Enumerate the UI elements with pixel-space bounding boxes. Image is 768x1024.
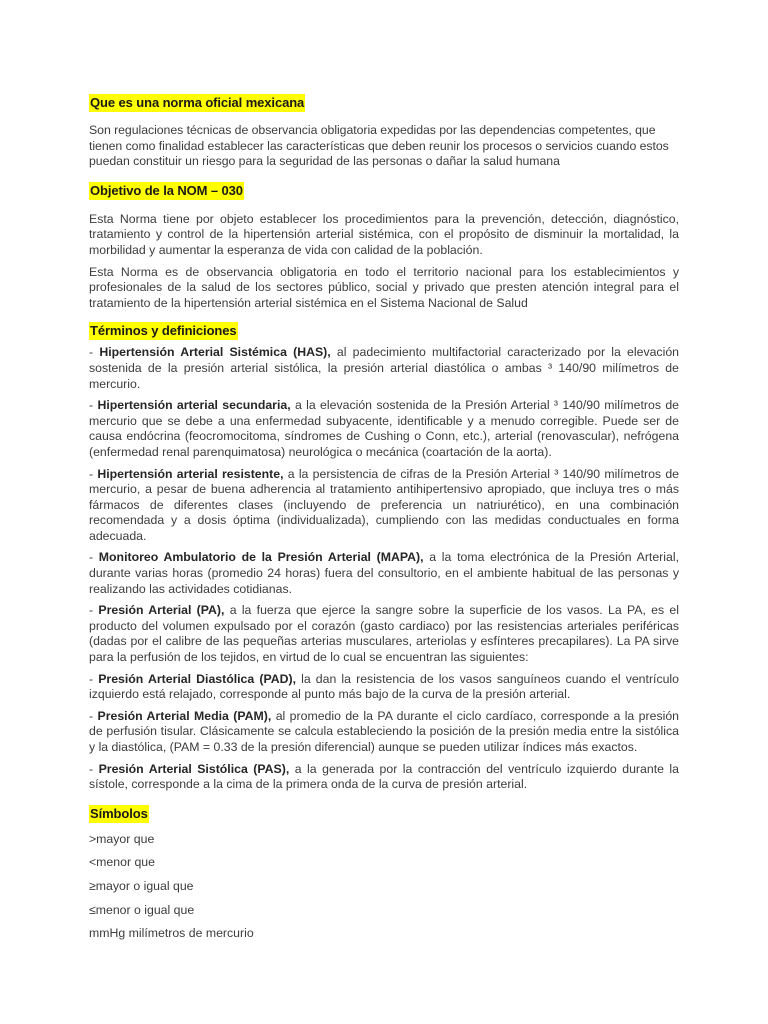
definition-text: al padecimiento multifactorial caracterizado por la elevación sostenida de la presión arterial sistólica, la presión arterial diastólica o ambas ³ 140/90 milímetros de mercurio. [89, 345, 679, 391]
definition-item: - Monitoreo Ambulatorio de la Presión Arterial (MAPA), a la toma electrónica de la Presión Arterial, durante varias horas (promedio 24 horas) fuera del consultorio, en el ambiente habitual de las personas y realizando las actividades cotidianas. [89, 550, 679, 596]
section-heading-objetivo [89, 182, 679, 200]
definition-item: - Presión Arterial (PA), a la fuerza que ejerce la sangre sobre la superficie de los vasos. La PA, es el producto del volumen expulsado por el corazón (gasto cardiaco) por las resistencias arteriales periféricas (dadas por el calibre de las pequeñas arterias musculares, arteriolas y esfínteres precapilares). La PA sirve para la perfusión de los tejidos, en virtud de lo cual se encuentran las siguientes: [89, 603, 679, 665]
definition-term: Hipertensión arterial resistente, [97, 466, 284, 481]
definition-item: - Presión Arterial Sistólica (PAS), a la generada por la contracción del ventrículo izquierdo durante la sístole, corresponde a la cima de la primera onda de la curva de presión arterial. [89, 761, 679, 792]
definition-item: - Hipertensión arterial secundaria, a la elevación sostenida de la Presión Arterial ³ 140/90 milímetros de mercurio que se debe a una enfermedad subyacente, identificable y a menudo corregible. Puede ser de causa endócrina (feocromocitoma, síndromes de Cushing o Conn, etc.), arterial (renovascular), nefrógena (enfermedad renal parenquimatosa) neurológica o mecánica (coartación de la aorta). [89, 398, 679, 459]
paragraph-norma: Son regulaciones técnicas de observancia obligatoria expedidas por las dependencias competentes, que tienen como finalidad establecer las características que deben reunir los procesos o servicios cuando estos puedan constituir un riesgo para la seguridad de las personas o dañar la salud humana [89, 123, 669, 169]
heading-simbolos: Símbolos [90, 805, 148, 821]
definition-text: al promedio de la PA durante el ciclo cardíaco, corresponde a la presión de perfusión tisular. Clásicamente se calcula estableciendo la posición de la presión media entre la sistólica y la diastólica, (PAM = 0.33 de la presión diferencial) aunque se pueden utilizar índices más exactos. [89, 708, 679, 754]
definition-text: a la generada por la contracción del ventrículo izquierdo durante la sístole, corresponde a la cima de la primera onda de la curva de presión arterial. [89, 761, 679, 792]
definition-term: Presión Arterial (PA), [98, 603, 225, 618]
definition-text: a la elevación sostenida de la Presión Arterial ³ 140/90 milímetros de mercurio que se debe a una enfermedad subyacente, identificable y a menudo corregible. Puede ser de causa endócrina (feocromocitoma, síndromes de Cushing o Conn, etc.), arterial (renovascular), nefrógena (enfermedad renal parenquimatosa) neurológica o mecánica (coartación de la aorta). [89, 398, 679, 459]
paragraph-objetivo-2: Esta Norma es de observancia obligatoria en todo el territorio nacional para los establecimientos y profesionales de la salud de los sectores público, social y privado que presten atención integral para el tratamiento de la hipertensión arterial sistémica en el Sistema Nacional de Salud [89, 264, 679, 310]
section-heading-simbolos [89, 805, 679, 823]
section-heading-terminos [89, 322, 679, 340]
heading-terminos: Términos y definiciones [90, 323, 237, 339]
document-page [89, 90, 679, 942]
definitions-list [89, 345, 679, 792]
definition-item: - Hipertensión Arterial Sistémica (HAS), al padecimiento multifactorial caracterizado por la elevación sostenida de la presión arterial sistólica, la presión arterial diastólica o ambas ³ 140/90 milímetros de mercurio. [89, 345, 679, 391]
definition-item: - Presión Arterial Diastólica (PAD), la dan la resistencia de los vasos sanguíneos cuando el ventrículo izquierdo está relajado, corresponde al punto más bajo de la curva de la presión arterial. [89, 671, 680, 702]
definition-term: Presión Arterial Media (PAM), [97, 708, 272, 723]
definition-text: a la toma electrónica de la Presión Arterial, durante varias horas (promedio 24 horas) fuera del consultorio, en el ambiente habitual de las personas y realizando las actividades cotidianas. [89, 550, 679, 596]
definition-item: - Hipertensión arterial resistente, a la persistencia de cifras de la Presión Arterial ³ 140/90 milímetros de mercurio, a pesar de buena adherencia al tratamiento antihipertensivo apropiado, que incluya tres o más fármacos de diferentes clases (incluyendo de preferencia un natriurético), en una combinación recomendada y a dosis óptima (individualizada), cumpliendo con las medidas conductuales en forma adecuada. [89, 466, 679, 543]
symbol-item: >mayor que [89, 831, 155, 846]
definition-text: a la persistencia de cifras de la Presión Arterial ³ 140/90 milímetros de mercurio, a pesar de buena adherencia al tratamiento antihipertensivo apropiado, que incluya tres o más fármacos de diferentes clases (incluyendo de preferencia un natriurético), en una combinación recomendada y a dosis óptima (individualizada), cumpliendo con las medidas conductuales en forma adecuada. [89, 466, 679, 543]
definition-item: - Presión Arterial Media (PAM), al promedio de la PA durante el ciclo cardíaco, corresponde a la presión de perfusión tisular. Clásicamente se calcula estableciendo la posición de la presión media entre la sistólica y la diastólica, (PAM = 0.33 de la presión diferencial) aunque se pueden utilizar índices más exactos. [89, 708, 679, 754]
paragraph-objetivo-1: Esta Norma tiene por objeto establecer los procedimientos para la prevención, detección, diagnóstico, tratamiento y control de la hipertensión arterial sistémica, con el propósito de disminuir la mortalidad, la morbilidad y aumentar la esperanza de vida con calidad de la población. [89, 211, 679, 257]
symbol-item: ≥mayor o igual que [89, 878, 194, 893]
definition-text: la dan la resistencia de los vasos sanguíneos cuando el ventrículo izquierdo está relajado, corresponde al punto más bajo de la curva de la presión arterial. [89, 671, 680, 702]
definition-term: Presión Arterial Sistólica (PAS), [98, 761, 290, 776]
symbol-item: mmHg milímetros de mercurio [89, 926, 254, 941]
symbol-item: ≤menor o igual que [89, 902, 195, 917]
section-heading-norma [89, 94, 679, 112]
heading-norma: Que es una norma oficial mexicana [90, 95, 305, 110]
symbol-item: <menor que [89, 855, 155, 870]
definition-term: Monitoreo Ambulatorio de la Presión Arterial (MAPA), [98, 550, 424, 565]
definition-term: Hipertensión Arterial Sistémica (HAS), [99, 345, 331, 360]
definition-term: Hipertensión arterial secundaria, [97, 398, 291, 413]
symbols-list [89, 832, 679, 942]
definition-term: Presión Arterial Diastólica (PAD), [98, 671, 297, 686]
definition-text: a la fuerza que ejerce la sangre sobre la superficie de los vasos. La PA, es el producto del volumen expulsado por el corazón (gasto cardiaco) por las resistencias arteriales periféricas (dadas por el calibre de las pequeñas arterias musculares, arteriolas y esfínteres precapilares). La PA sirve para la perfusión de los tejidos, en virtud de lo cual se encuentran las siguientes: [89, 603, 679, 665]
heading-objetivo: Objetivo de la NOM – 030 [90, 182, 243, 198]
